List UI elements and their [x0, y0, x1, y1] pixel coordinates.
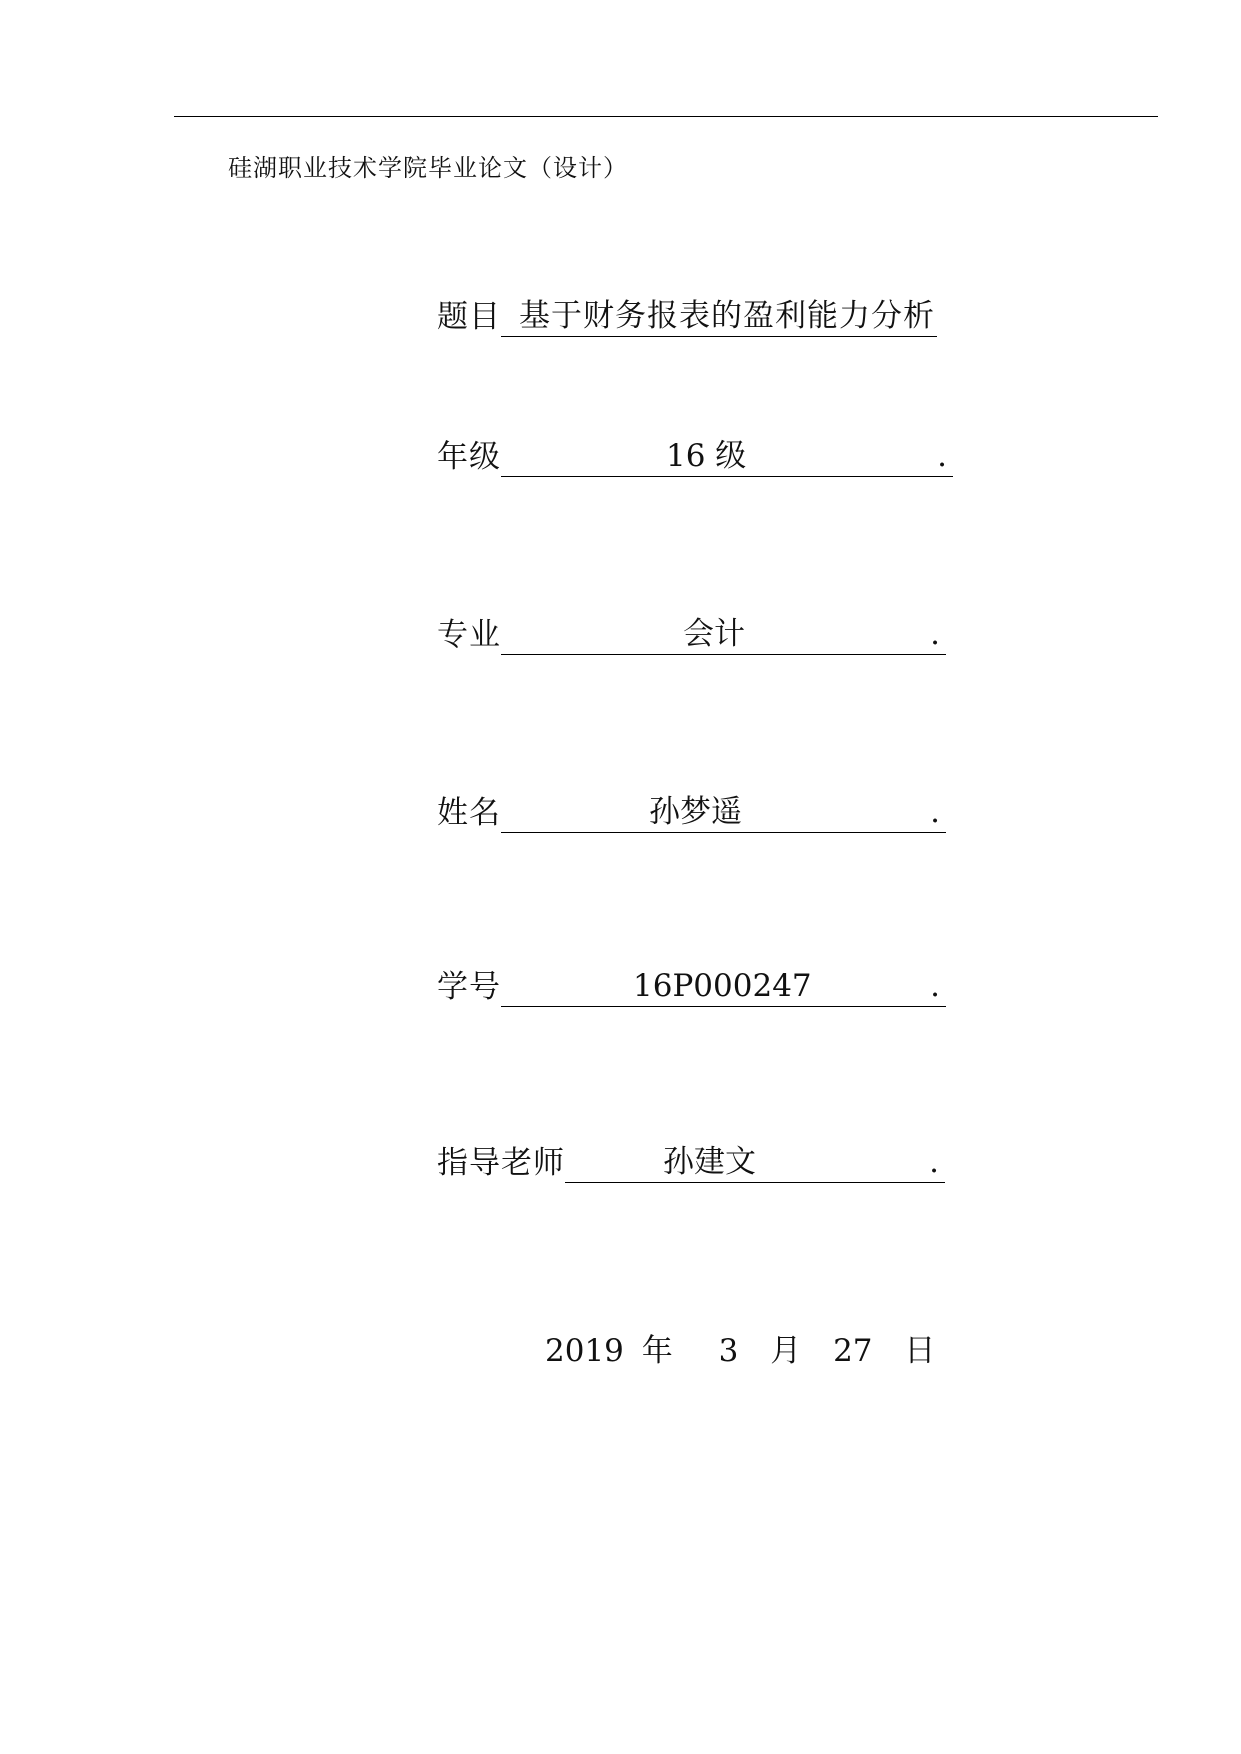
student-id-end-dot: . — [930, 968, 940, 1004]
major-field — [437, 614, 946, 655]
grade-value: 16 级 — [666, 438, 747, 474]
title-field — [437, 296, 937, 337]
student-id-underline — [501, 966, 946, 1007]
submission-date — [545, 1325, 935, 1370]
student-id-field — [437, 966, 946, 1007]
student-id-label: 学号 — [437, 969, 501, 1005]
advisor-underline — [565, 1142, 945, 1183]
date-year: 2019 — [545, 1333, 624, 1369]
name-end-dot: . — [930, 794, 940, 830]
name-underline — [501, 792, 946, 833]
major-end-dot: . — [930, 616, 940, 652]
grade-label: 年级 — [437, 439, 501, 475]
name-value: 孙梦遥 — [649, 794, 742, 830]
grade-end-dot: . — [937, 438, 947, 474]
name-field — [437, 792, 946, 833]
advisor-field — [437, 1142, 945, 1183]
date-day-unit: 日 — [904, 1333, 936, 1369]
advisor-label: 指导老师 — [437, 1145, 565, 1181]
date-month: 3 — [718, 1333, 739, 1369]
institution-header: 硅湖职业技术学院毕业论文（设计） — [228, 154, 628, 182]
name-label: 姓名 — [437, 795, 501, 831]
grade-underline — [501, 436, 953, 477]
grade-field — [437, 436, 953, 477]
title-label: 题目 — [437, 299, 501, 335]
major-underline — [501, 614, 946, 655]
student-id-value: 16P000247 — [633, 968, 812, 1004]
date-year-unit: 年 — [641, 1333, 673, 1369]
advisor-end-dot: . — [929, 1144, 939, 1180]
title-value: 基于财务报表的盈利能力分析 — [501, 296, 937, 337]
major-value: 会计 — [683, 616, 745, 652]
date-month-unit: 月 — [770, 1333, 802, 1369]
major-label: 专业 — [437, 617, 501, 653]
advisor-value: 孙建文 — [663, 1144, 756, 1180]
date-day: 27 — [833, 1333, 873, 1369]
header-rule — [174, 116, 1158, 117]
